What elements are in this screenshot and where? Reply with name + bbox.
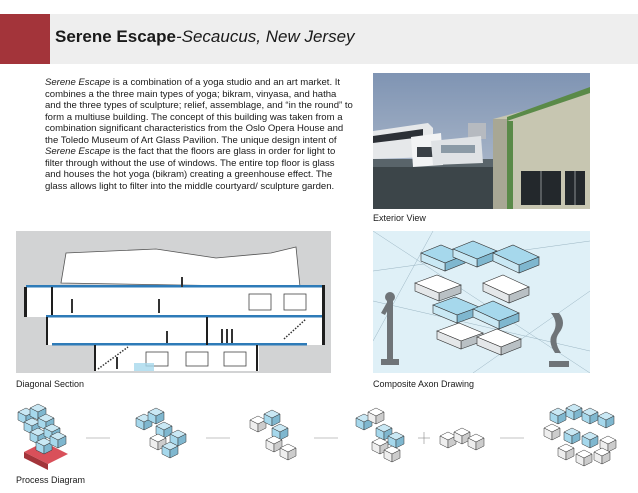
diagonal-section-caption: Diagonal Section: [16, 379, 85, 389]
exterior-view-image: [373, 73, 590, 209]
composite-axon-caption: Composite Axon Drawing: [373, 379, 475, 389]
exterior-view-caption: Exterior View: [373, 213, 426, 223]
page-title: [55, 27, 355, 47]
desc-project-name-2: Serene Escape: [45, 146, 111, 157]
title-accent-square: [0, 14, 50, 64]
desc-text-1: is a combination of a yoga studio and an art market. It combines a the three main types of yoga; bikram, vinyasa, and hatha and the three types of sculpture; relief, assemblage, and “in the round” to form a multiuse building. The concept of this building was taken from a combination significant characteristics from the Oslo Opera House and the Toledo Museum of Art Glass Pavilion. The unique design intent of: [45, 77, 353, 146]
title-location: -Secaucus, New Jersey: [175, 27, 355, 46]
project-description: [45, 77, 353, 192]
title-project-name: Serene Escape: [55, 27, 176, 46]
diagonal-section-image: [16, 231, 331, 373]
process-diagram-caption: Process Diagram: [16, 475, 86, 485]
process-diagram-image: [10, 398, 630, 470]
composite-axon-image: [373, 231, 590, 373]
desc-project-name-1: Serene Escape: [45, 77, 111, 88]
desc-text-2: is the fact that the floors are glass in order for light to filter through without the use of windows. The entire top floor is glass and houses the hot yoga (bikram) creating a greenhouse effect. The glass allows light to filter into the middle courtyard/ sculpture garden.: [45, 146, 336, 192]
